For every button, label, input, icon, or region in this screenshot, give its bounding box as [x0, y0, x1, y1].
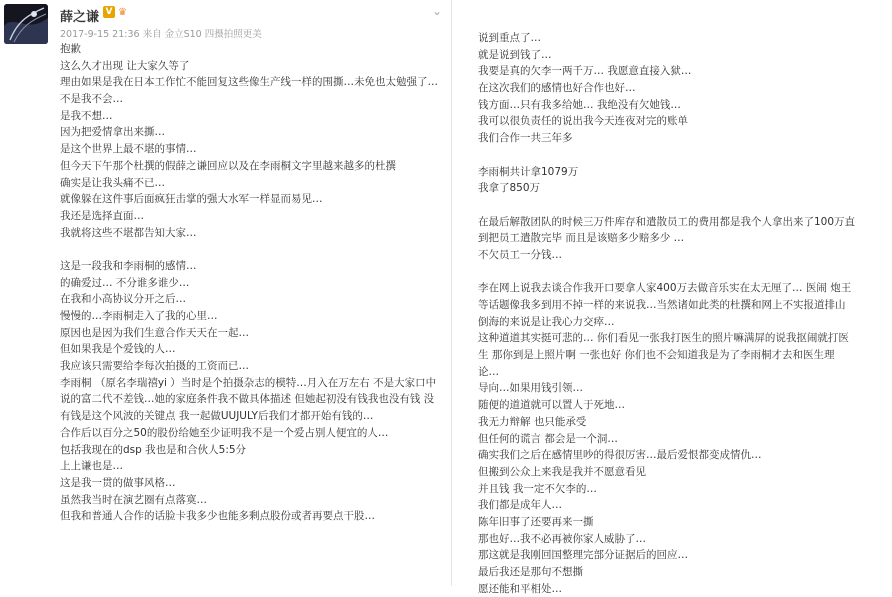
text-line: 愿还能和平相处… — [478, 582, 562, 595]
text-line: 我还是选择直面… — [60, 209, 144, 222]
text-line: 因为把爱情拿出来撕… — [60, 126, 165, 139]
text-line: 但我和普通人合作的话脸卡我多少也能多剩点股份或者再要点干股… — [60, 510, 375, 523]
text-line: 这是我一贯的做事风格… — [60, 476, 176, 489]
text-line: 钱方面…只有我多给她… 我绝没有欠她钱… — [478, 98, 681, 111]
avatar[interactable] — [4, 4, 48, 44]
text-line: 原因也是因为我们生意合作天天在一起… — [60, 326, 249, 339]
text-line: 等话题像我多到用不掉一样的来说我…当然诸如此类的杜撰和网上不实报道排山 — [478, 299, 846, 311]
text-line: 不欠员工一分钱… — [478, 248, 562, 261]
text-line: 包括我现在的dsp 我也是和合伙人5:5分 — [60, 443, 247, 456]
text-line: 这么久才出现 让大家久等了 — [60, 59, 190, 72]
text-line: 我们都是成年人… — [478, 499, 562, 512]
text-line: 确实是让我头痛不已… — [60, 176, 165, 189]
text-line: 随便的道道就可以置人于死地… — [478, 399, 625, 412]
text-line: 我就将这些不堪都告知大家… — [60, 226, 197, 239]
text-line: 我拿了850万 — [478, 182, 541, 195]
text-line: 确实我们之后在感情里吵的得很厉害…最后爱恨都变成情仇… — [478, 449, 762, 462]
text-line: 不是我不会… — [60, 93, 123, 106]
text-line: 这种道道其实挺可悲的… 你们看见一张我打医生的照片嘛满屏的说我抠闹就打医 — [478, 332, 849, 345]
text-line: 李雨桐 （原名李瑞禧yi ）当时是个拍摄杂志的模特…月入在万左右 不是大家口中 — [60, 376, 437, 389]
post-text-right — [478, 30, 888, 597]
text-line: 但今天下午那个杜撰的假薛之谦回应以及在李雨桐文字里越来越多的杜撰 — [60, 159, 396, 172]
text-line: 慢慢的…李雨桐走入了我的心里… — [60, 310, 218, 322]
text-line: 上上谦也是… — [60, 460, 123, 473]
text-line: 我可以很负责任的说出我今天连夜对完的账单 — [478, 115, 688, 128]
left-column — [0, 0, 452, 586]
text-line: 合作后以百分之50的股份给她至少证明我不是一个爱占别人便宜的人… — [60, 426, 389, 439]
text-line: 但任何的谎言 都会是一个洞… — [478, 432, 618, 445]
verified-icon: V — [103, 6, 115, 18]
text-line: 那也好…我不必再被你家人威胁了… — [478, 532, 646, 545]
text-line: 在我和小高协议分开之后… — [60, 293, 186, 306]
avatar-image — [4, 4, 48, 44]
text-line — [478, 197, 888, 214]
text-line — [60, 241, 450, 258]
text-line: 在最后解散团队的时候三万件库存和遣散员工的费用都是我个人拿出来了100万直 — [478, 215, 856, 228]
text-line: 我应该只需要给李每次拍摄的工资而已… — [60, 360, 249, 373]
post-text-left — [60, 41, 450, 525]
text-line: 有钱是这个风波的关键点 我一起做UUJULY后我们才都开始有钱的… — [60, 410, 374, 423]
text-line: 我无力辩解 也只能承受 — [478, 415, 587, 428]
text-line — [478, 264, 888, 281]
text-line: 的确爱过… 不分谁多谁少… — [60, 276, 190, 289]
text-line: 并且钱 我一定不欠李的… — [478, 482, 597, 495]
text-line: 最后我还是那句不想撕 — [478, 566, 583, 578]
text-line: 就像躲在这件事后面疯狂击掌的强大水军一样显而易见… — [60, 193, 323, 206]
right-column — [452, 0, 892, 595]
text-line: 李雨桐共计拿1079万 — [478, 165, 579, 178]
username[interactable]: 薛之谦 — [60, 10, 100, 25]
text-line: 抱歉 — [60, 43, 81, 55]
post-header — [4, 4, 444, 44]
text-line: 理由如果是我在日本工作忙不能回复这些像生产线一样的围撕…未免也太勉强了… — [60, 76, 438, 89]
text-line: 李在网上说我去谈合作我开口要拿人家400万去做音乐实在太无厘了… 医闹 炮王 — [478, 282, 852, 295]
text-line: 这是一段我和李雨桐的感情… — [60, 259, 197, 272]
chevron-down-icon[interactable]: ⌄ — [431, 4, 442, 18]
text-line: 就是说到钱了… — [478, 48, 552, 61]
text-line: 倒海的来说是让我心力交瘁… — [478, 315, 615, 328]
text-line: 说的富二代不差钱…她的家庭条件我不做具体描述 但她起初没有钱我也没有钱 没 — [60, 393, 435, 406]
text-line: 说到重点了… — [478, 32, 541, 44]
text-line: 我要是真的欠李一两千万… 我愿意直接入狱… — [478, 65, 692, 78]
text-line: 那这就是我刚回国整理完部分证据后的回应… — [478, 549, 688, 562]
text-line: 但如果我是个爱钱的人… — [60, 343, 176, 356]
text-line: 导向…如果用钱引领… — [478, 382, 583, 395]
crown-icon: ♛ — [118, 7, 127, 18]
text-line: 虽然我当时在演艺圈有点落寞… — [60, 493, 207, 506]
text-line: 是我不想… — [60, 109, 113, 122]
text-line: 论… — [478, 365, 499, 378]
text-line — [478, 147, 888, 164]
text-line: 生 那你到是上照片啊 一张也好 你们也不会知道我是为了李雨桐才去和医生理 — [478, 349, 835, 362]
text-line: 我们合作一共三年多 — [478, 132, 573, 145]
text-line: 在这次我们的感情也好合作也好… — [478, 82, 636, 95]
text-line: 但搬到公众上来我是我并不愿意看见 — [478, 465, 646, 478]
text-line: 陈年旧事了还要再来一撕 — [478, 515, 594, 528]
post-meta: 2017-9-15 21:36 来自 金立S10 四摄拍照更美 — [60, 29, 262, 40]
text-line: 是这个世界上最不堪的事情… — [60, 143, 197, 156]
text-line: 到把员工遣散完毕 而且是该赔多少赔多少 … — [478, 232, 685, 245]
